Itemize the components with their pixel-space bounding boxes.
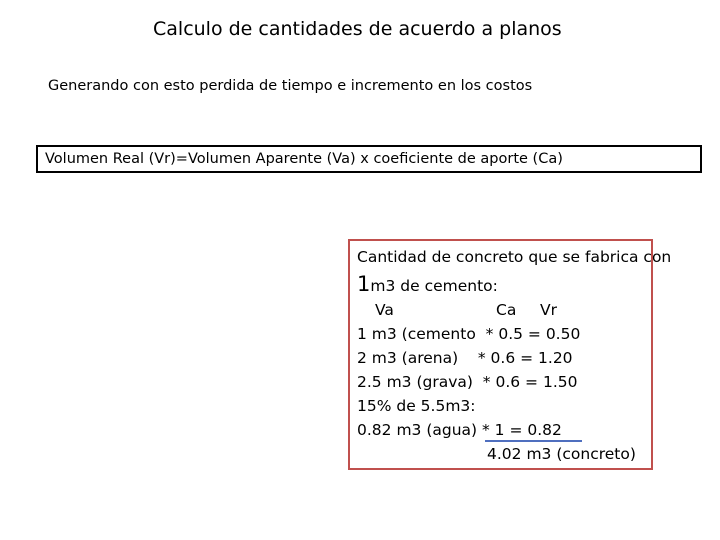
subtitle: Generando con esto perdida de tiempo e incremento en los costos — [48, 78, 533, 94]
calc-heading-line1: Cantidad de concreto que se fabrica con — [357, 248, 672, 266]
calc-heading-big-number: 1 — [357, 272, 371, 296]
formula-box — [36, 145, 702, 173]
formula-text: Volumen Real (Vr)=Volumen Aparente (Va) x coeficiente de aporte (Ca) — [45, 151, 563, 167]
calc-row-cemento: 1 m3 (cemento * 0.5 = 0.50 — [357, 325, 581, 343]
column-header-ca: Ca — [496, 301, 517, 319]
column-header-va: Va — [375, 301, 394, 319]
sum-underline — [485, 440, 582, 442]
calc-row-arena: 2 m3 (arena) * 0.6 = 1.20 — [357, 349, 573, 367]
calc-heading-line2 — [357, 274, 498, 295]
calc-row-percent: 15% de 5.5m3: — [357, 397, 476, 415]
page-title: Calculo de cantidades de acuerdo a planos — [153, 18, 562, 40]
calc-heading-rest: m3 de cemento: — [370, 277, 498, 295]
calc-row-agua: 0.82 m3 (agua) * 1 = 0.82 — [357, 421, 562, 439]
column-header-vr: Vr — [540, 301, 557, 319]
calc-row-grava: 2.5 m3 (grava) * 0.6 = 1.50 — [357, 373, 578, 391]
calc-total: 4.02 m3 (concreto) — [487, 445, 636, 463]
